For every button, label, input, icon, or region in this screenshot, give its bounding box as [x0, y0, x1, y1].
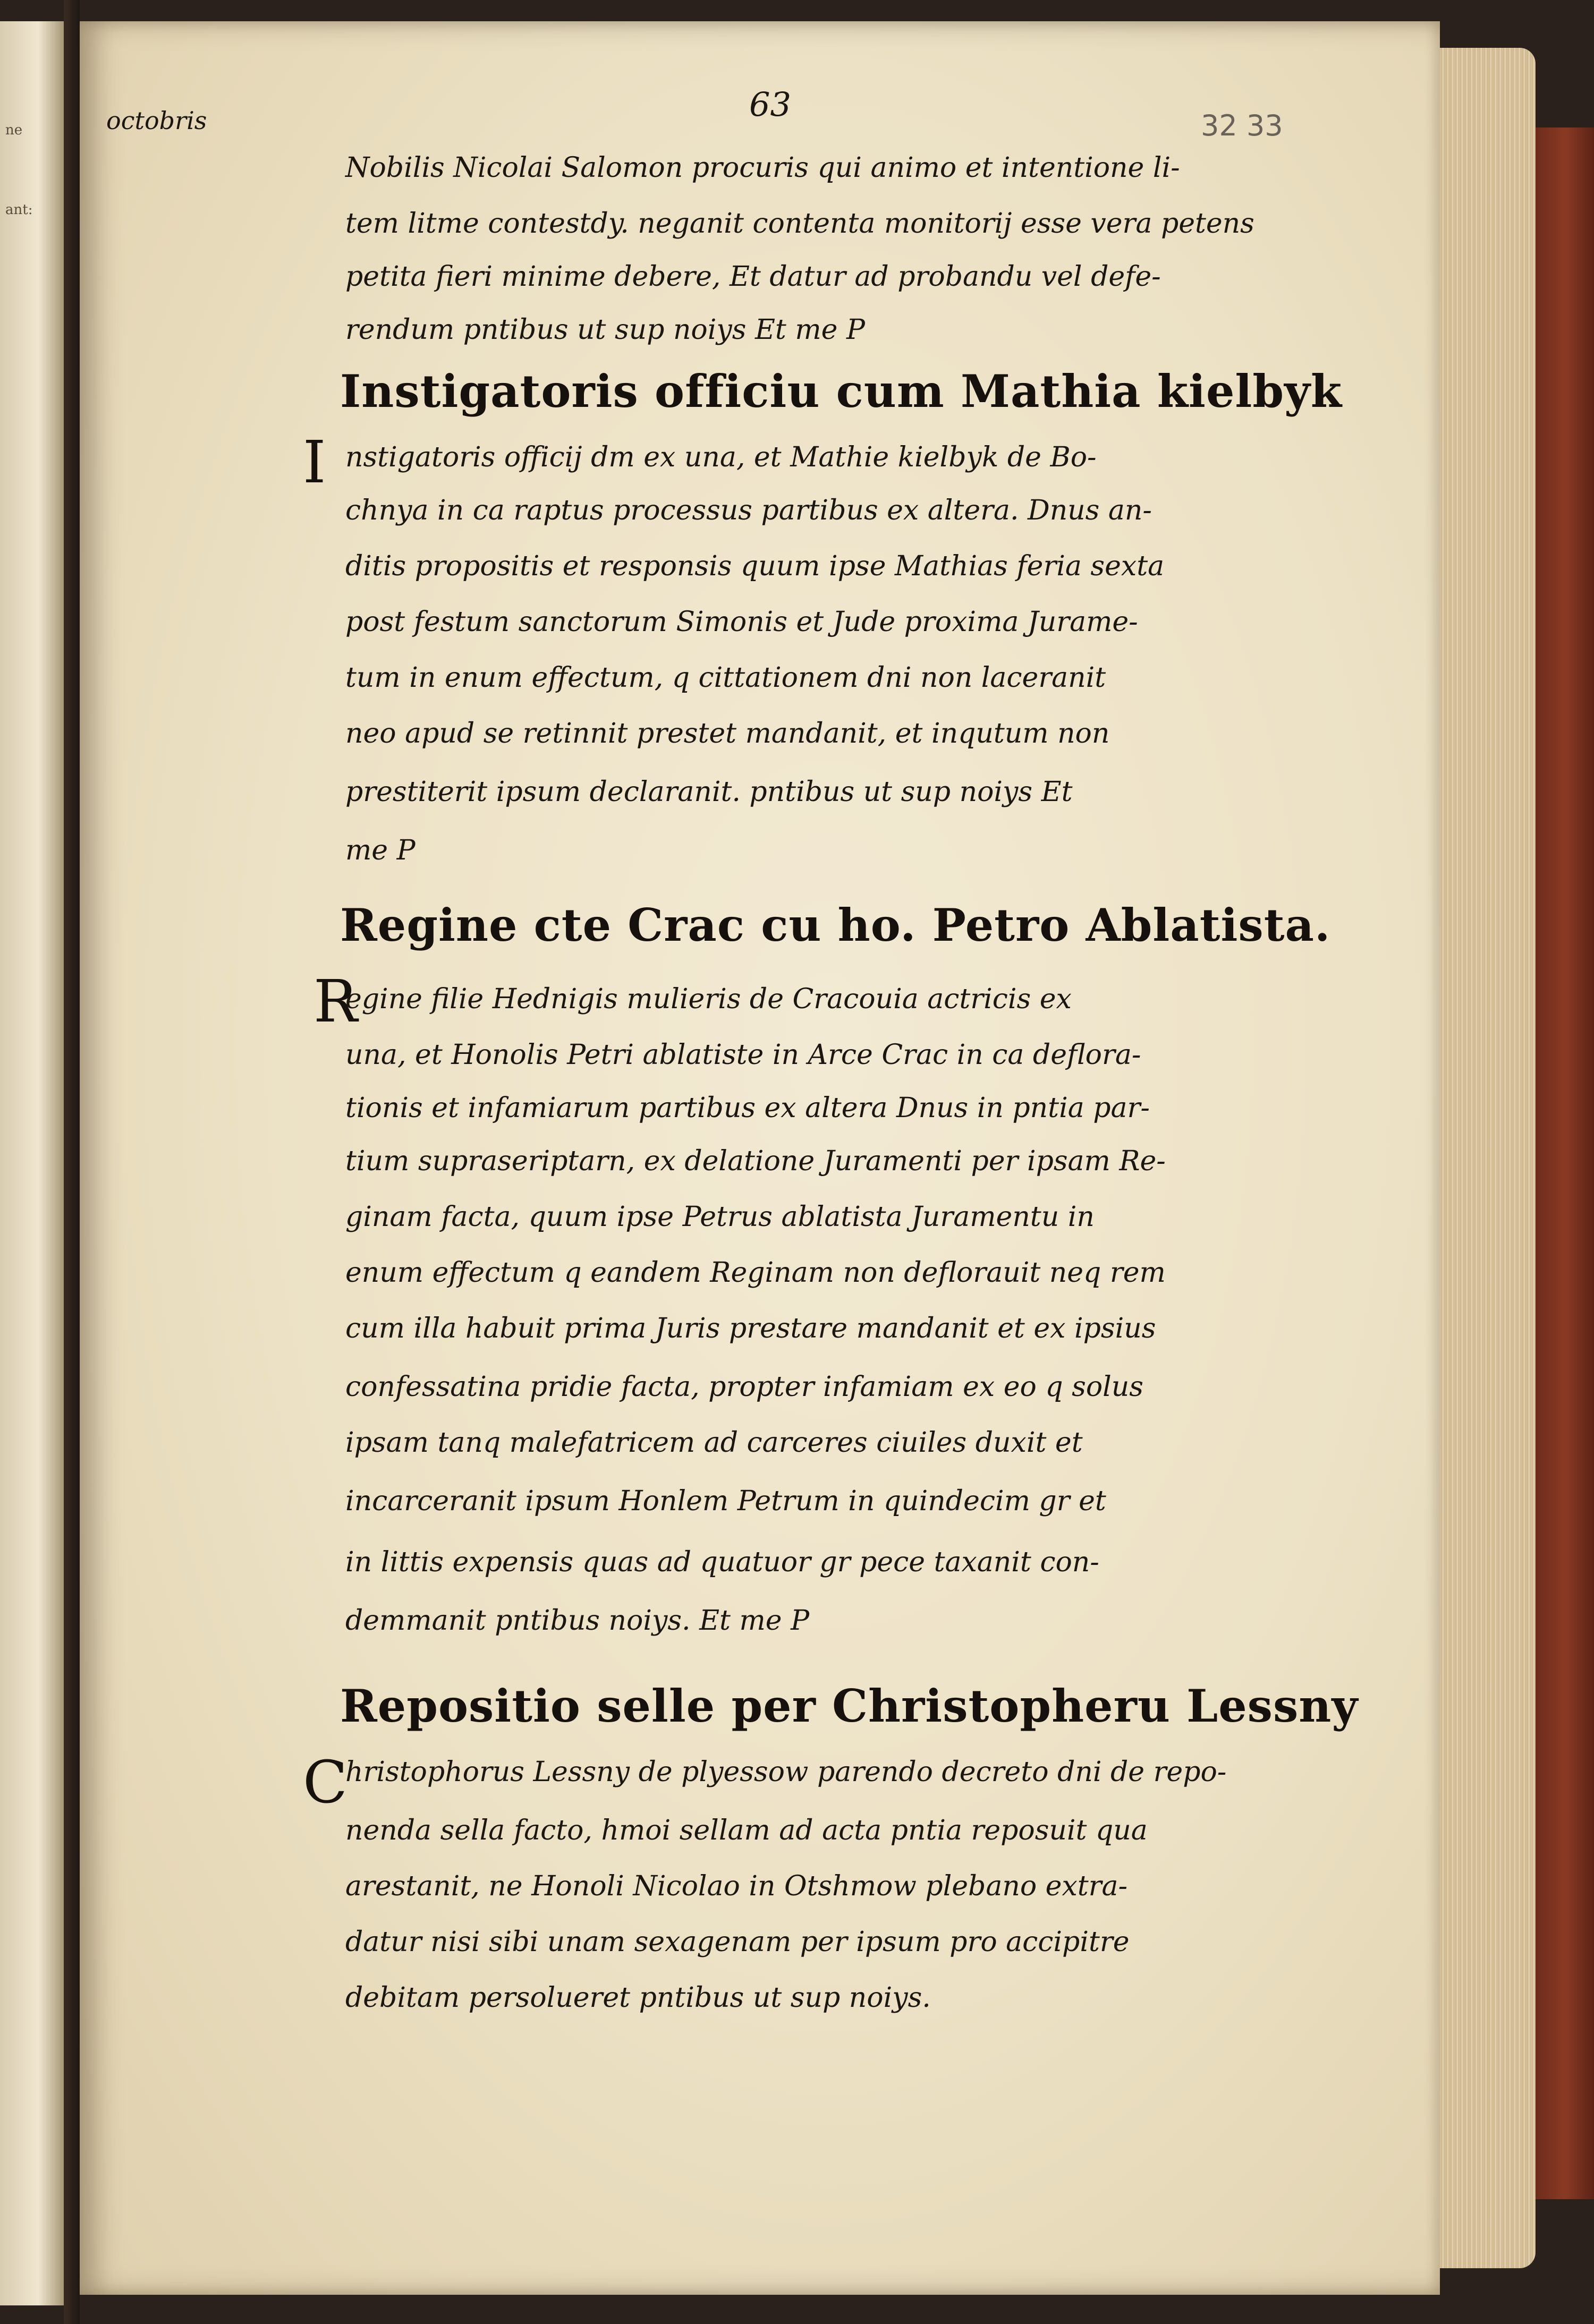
entry-heading: Repositio selle per Christopheru Lessny [340, 1680, 1359, 1732]
margin-fragment: ant: [5, 202, 33, 218]
text-line: me P [345, 835, 416, 866]
initial-letter: C [303, 1748, 348, 1816]
text-line: in littis expensis quas ad quatuor gr pece taxanit con- [345, 1546, 1099, 1578]
text-line: arestanit, ne Honoli Nicolao in Otshmow plebano extra- [345, 1870, 1128, 1902]
initial-letter: R [313, 967, 358, 1035]
text-line: tem litme contestdy. neganit contenta monitorij esse vera petens [345, 208, 1254, 240]
text-line: prestiterit ipsum declaranit. pntibus ut sup noiys Et [345, 776, 1073, 808]
folio-number: 63 [749, 85, 791, 124]
text-line: confessatina pridie facta, propter infamiam ex eo q solus [345, 1371, 1143, 1403]
text-line: demmanit pntibus noiys. Et me P [345, 1605, 810, 1637]
text-line: petita fieri minime debere, Et datur ad probandu vel defe- [345, 261, 1161, 293]
left-page-edge [0, 21, 64, 2305]
page-stack-edge [1440, 48, 1536, 2268]
text-line: cum illa habuit prima Juris prestare mandanit et ex ipsius [345, 1313, 1156, 1344]
text-line: tium supraseriptarn, ex delatione Juramenti per ipsam Re- [345, 1145, 1166, 1177]
text-line: Nobilis Nicolai Salomon procuris qui animo et intentione li- [345, 152, 1180, 184]
text-line: rendum pntibus ut sup noiys Et me P [345, 314, 865, 346]
text-line: una, et Honolis Petri ablatiste in Arce Crac in ca deflora- [345, 1039, 1141, 1071]
text-line: nstigatoris officij dm ex una, et Mathie kielbyk de Bo- [345, 441, 1097, 473]
month-heading: octobris [106, 106, 207, 135]
text-line: enum effectum q eandem Reginam non deflorauit neq rem [345, 1257, 1166, 1289]
text-line: hristophorus Lessny de plyessow parendo decreto dni de repo- [345, 1756, 1227, 1788]
text-line: debitam persolueret pntibus ut sup noiys. [345, 1982, 931, 2014]
text-line: nenda sella facto, hmoi sellam ad acta pntia reposuit qua [345, 1815, 1148, 1846]
text-line: ditis propositis et responsis quum ipse Mathias feria sexta [345, 550, 1165, 582]
text-line: incarceranit ipsum Honlem Petrum in quindecim gr et [345, 1485, 1106, 1517]
text-line: tionis et infamiarum partibus ex altera Dnus in pntia par- [345, 1092, 1150, 1124]
initial-letter: I [303, 428, 326, 496]
text-line: post festum sanctorum Simonis et Jude proxima Jurame- [345, 606, 1138, 638]
entry-heading: Regine cte Crac cu ho. Petro Ablatista. [340, 899, 1331, 951]
text-line: ipsam tanq malefatricem ad carceres ciuiles duxit et [345, 1427, 1083, 1459]
text-line: neo apud se retinnit prestet mandanit, et inqutum non [345, 718, 1110, 750]
text-line: chnya in ca raptus processus partibus ex altera. Dnus an- [345, 495, 1152, 526]
text-line: datur nisi sibi unam sexagenam per ipsum pro accipitre [345, 1926, 1130, 1958]
book-gutter [64, 0, 80, 2324]
text-line: tum in enum effectum, q cittationem dni non laceranit [345, 662, 1106, 694]
folio-number-pencil: 32 33 [1201, 109, 1283, 142]
book-cover [1536, 127, 1594, 2199]
entry-heading: Instigatoris officiu cum Mathia kielbyk [340, 365, 1343, 418]
text-line: ginam facta, quum ipse Petrus ablatista Juramentu in [345, 1201, 1095, 1233]
text-line: egine filie Hednigis mulieris de Cracouia actricis ex [345, 983, 1072, 1015]
margin-fragment: ne [5, 122, 23, 138]
